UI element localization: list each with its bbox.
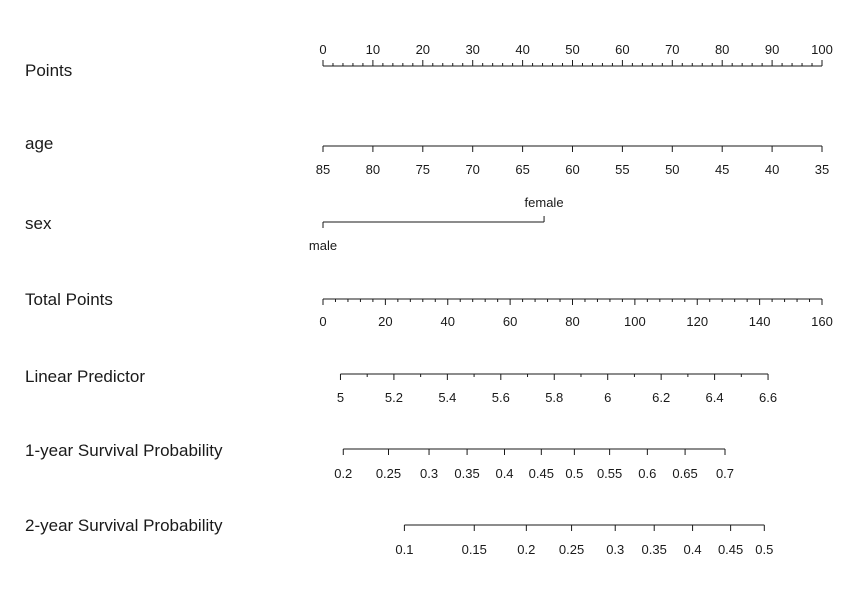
points-tick-label: 70: [665, 42, 680, 57]
total-points-tick-label: 80: [565, 314, 580, 329]
age-tick-label: 60: [565, 162, 580, 177]
age-tick-label: 80: [365, 162, 381, 177]
two-year-survival-tick-label: 0.35: [641, 542, 667, 557]
one-year-survival-tick-label: 0.3: [419, 466, 439, 481]
two-year-survival-tick-label: 0.45: [717, 542, 744, 557]
one-year-survival-tick-label: 0.4: [495, 466, 514, 481]
total-points-tick-label: 100: [624, 314, 646, 329]
two-year-survival-tick-label: 0.4: [683, 542, 702, 557]
points-tick-label: 100: [811, 42, 833, 57]
points-tick-label: 50: [565, 42, 580, 57]
age-tick-label: 50: [665, 162, 680, 177]
points-tick-label: 90: [764, 42, 780, 57]
two-year-survival-tick-label: 0.1: [395, 542, 414, 557]
sex-female-tick-label: female: [524, 195, 564, 210]
points-label: Points: [25, 61, 73, 80]
points-tick-label: 0: [319, 42, 327, 57]
linear-predictor-tick-label: 6.4: [705, 390, 724, 405]
sex-male-tick-label: male: [308, 238, 338, 253]
age-tick-label: 65: [515, 162, 530, 177]
total-points-tick-label: 160: [811, 314, 833, 329]
total-points-tick-label: 120: [686, 314, 709, 329]
linear-predictor-label: Linear Predictor: [25, 367, 146, 386]
age-tick-label: 55: [615, 162, 630, 177]
linear-predictor-tick-label: 5.8: [545, 390, 564, 405]
age-tick-label: 45: [714, 162, 730, 177]
total-points-tick-label: 0: [319, 314, 327, 329]
two-year-survival-tick-label: 0.25: [558, 542, 585, 557]
one-year-survival-tick-label: 0.6: [638, 466, 657, 481]
age-tick-label: 85: [315, 162, 331, 177]
linear-predictor-tick-label: 6: [604, 390, 612, 405]
sex-label: sex: [25, 214, 52, 233]
one-year-survival-tick-label: 0.55: [596, 466, 623, 481]
one-year-survival-label: 1-year Survival Probability: [25, 441, 223, 460]
two-year-survival-tick-label: 0.3: [606, 542, 625, 557]
age-tick-label: 35: [814, 162, 830, 177]
linear-predictor-tick-label: 5.2: [384, 390, 403, 405]
points-tick-label: 10: [365, 42, 381, 57]
total-points-label: Total Points: [25, 290, 113, 309]
linear-predictor-tick-label: 5.4: [438, 390, 457, 405]
age-tick-label: 75: [415, 162, 431, 177]
age-label: age: [25, 134, 54, 153]
one-year-survival-tick-label: 0.35: [454, 466, 480, 481]
total-points-tick-label: 40: [440, 314, 455, 329]
age-tick-label: 40: [764, 162, 780, 177]
two-year-survival-tick-label: 0.15: [461, 542, 487, 557]
one-year-survival-tick-label: 0.5: [565, 466, 584, 481]
linear-predictor-tick-label: 5: [336, 390, 345, 405]
points-tick-label: 40: [515, 42, 530, 57]
points-tick-label: 80: [714, 42, 730, 57]
points-tick-label: 60: [615, 42, 630, 57]
two-year-survival-label: 2-year Survival Probability: [25, 516, 223, 535]
two-year-survival-tick-label: 0.2: [517, 542, 536, 557]
linear-predictor-tick-label: 6.2: [652, 390, 671, 405]
one-year-survival-tick-label: 0.65: [672, 466, 698, 481]
total-points-tick-label: 140: [748, 314, 771, 329]
one-year-survival-tick-label: 0.25: [375, 466, 402, 481]
points-tick-label: 30: [465, 42, 480, 57]
one-year-survival-tick-label: 0.7: [715, 466, 735, 481]
age-tick-label: 70: [465, 162, 480, 177]
total-points-tick-label: 20: [378, 314, 393, 329]
points-tick-label: 20: [415, 42, 431, 57]
one-year-survival-tick-label: 0.2: [334, 466, 353, 481]
total-points-tick-label: 60: [502, 314, 518, 329]
two-year-survival-tick-label: 0.5: [755, 542, 774, 557]
linear-predictor-tick-label: 6.6: [759, 390, 778, 405]
one-year-survival-tick-label: 0.45: [528, 466, 554, 481]
linear-predictor-tick-label: 5.6: [491, 390, 510, 405]
